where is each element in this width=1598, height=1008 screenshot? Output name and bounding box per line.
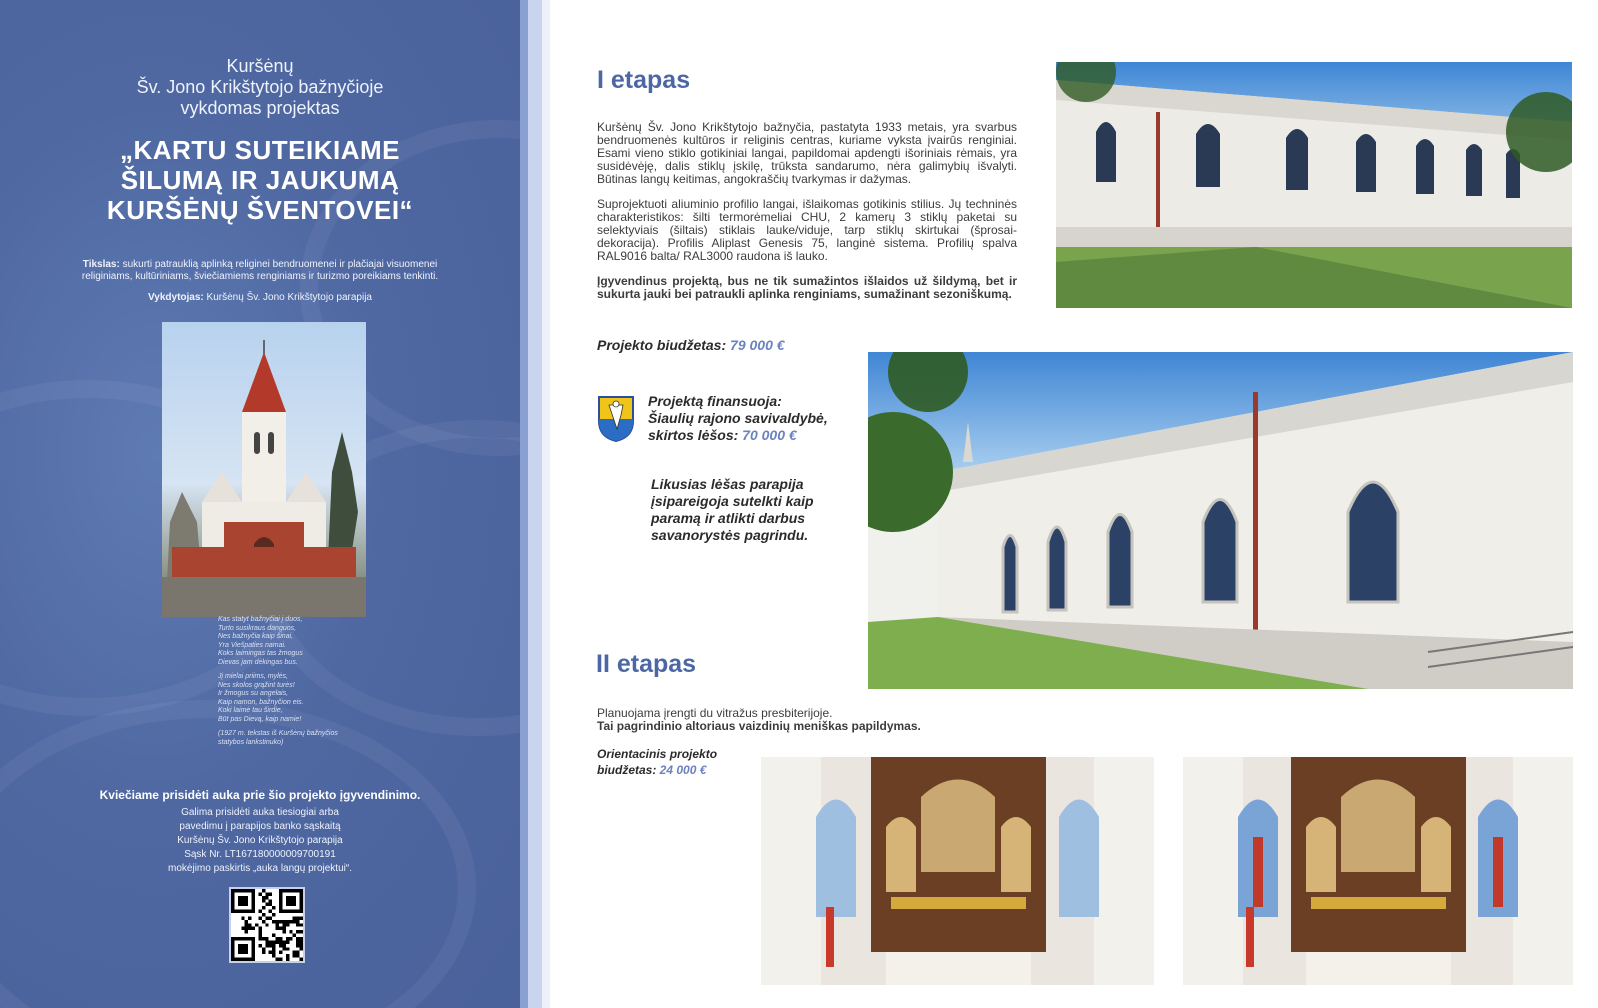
stage2-title: II etapas: [596, 650, 697, 678]
stage1-description: [597, 121, 1017, 313]
divider-stripe: [542, 0, 550, 1008]
poem-line: Jį mielai priims, mylės,: [218, 673, 289, 680]
church-front-photo: [162, 322, 366, 617]
executor-label: Vykdytojas:: [148, 292, 204, 303]
project-executor: [0, 292, 520, 304]
divider-stripe: [528, 0, 542, 1008]
donation-invite: Kviečiame prisidėti auka prie šio projekto įgyvendinimo.: [99, 788, 421, 802]
funder-info: [648, 393, 828, 444]
poem-line: statybos lankstinuko): [218, 738, 284, 746]
stage2-line: Tai pagrindinio altoriaus vaizdinių meniškas papildymas.: [597, 719, 921, 733]
budget-label: Projekto biudžetas:: [597, 337, 727, 353]
project-goal: [0, 259, 520, 283]
bank-details: [0, 806, 520, 876]
budget-label: Orientacinis projekto: [597, 747, 718, 761]
headline-line: KURŠĖNŲ ŠVENTOVEI“: [106, 195, 414, 225]
funder-line: skirtos lėšos:: [648, 427, 739, 443]
poem-line: Koks laimingas tas žmogus: [218, 650, 303, 657]
municipality-coat-of-arms: [597, 395, 635, 443]
remaining-funds-line: savanorystės pagrindu.: [651, 527, 809, 543]
poem-line: Nes bažnyčia kaip šinai,: [218, 633, 294, 640]
intro-line: Kuršėnų: [226, 56, 294, 76]
poem-line: Dievas jam dėkingas bus.: [218, 658, 298, 666]
left-panel: [0, 0, 520, 1008]
executor-text: Kuršėnų Šv. Jono Krikštytojo parapija: [203, 292, 372, 303]
church-side-photo-2: [868, 352, 1573, 689]
funder-line: Projektą finansuoja:: [648, 393, 782, 409]
poem-line: Kaip namon, bažnyčion eis.: [218, 698, 304, 706]
qr-code[interactable]: [229, 887, 305, 963]
headline-line: ŠILUMĄ IR JAUKUMĄ: [120, 165, 400, 195]
stage1-paragraph: Suprojektuoti aliuminio profilio langai, išlaikomas gotikinis stilius. Jų techninės charakteristikos: šilti termorėmeliai CHU, 2 kamerų 3 stiklų paketai su selektyviais (šiltais) stiklais lauke/viduje, tarp stiklų skirtukai (šprosai-dekoracija). Profilis Aliplast Genesis 75, langinė sistema. Profilių spalva RAL9016 balta/ RAL3000 raudona iš lauko.: [597, 197, 1017, 263]
remaining-funds-line: Likusias lėšas parapija: [651, 476, 804, 492]
poem-line: Koki laimė tau širdie,: [218, 707, 283, 714]
poem-source: [218, 730, 398, 747]
goal-text: sukurti patrauklią aplinką religinei bendruomenei ir plačiajai visuomenei religiniams, kultūriniams, šviečiamiems renginiams ir turizmo poreikiams tenkinti.: [81, 259, 439, 282]
poem-line: Turto susikraus danguos,: [218, 624, 297, 632]
bank-line: mokėjimo paskirtis „auka langų projektui“.: [168, 863, 352, 874]
poem-line: (1927 m. tekstas iš Kuršėnų bažnyčios: [218, 730, 338, 737]
bank-line: Sąsk Nr. LT167180000009700191: [184, 849, 336, 860]
poem-line: Būt pas Dievą, kaip namie!: [218, 715, 302, 723]
project-intro: [0, 56, 520, 119]
poem-line: Yra Viešpaties namai.: [218, 641, 286, 649]
altar-photo-1: [761, 757, 1154, 985]
budget-value: 24 000 €: [656, 763, 707, 777]
remaining-funds-note: [651, 476, 814, 544]
church-side-photo-1: [1056, 62, 1572, 308]
poem-line: Nes skolos grąžint turės!: [218, 681, 295, 689]
stage1-paragraph: Kuršėnų Šv. Jono Krikštytojo bažnyčia, pastatyta 1933 metais, yra svarbus bendruomenės kultūros ir religinis centras, kuriame vyksta įvairūs renginiai. Esami vieno stiklo gotikiniai langai, papildomai apdengti išoriniais rėmais, yra susidėvėję, dalis stiklų įskilę, trūksta sandarumo, nėra galimybių išvalyti. Būtinas langų keitimas, angokraščių tvarkymas ir dažymas.: [597, 120, 1017, 186]
bank-line: Galima prisidėti auka tiesiogiai arba: [181, 807, 339, 818]
stage1-budget: [597, 337, 785, 353]
intro-line: vykdomas projektas: [180, 98, 340, 118]
funder-value: 70 000 €: [738, 427, 797, 443]
stage1-paragraph: Įgyvendinus projektą, bus ne tik sumažintos išlaidos už šildymą, bet ir sukurta jauki bei patraukli aplinka renginiams, sumažinant sezoniškumą.: [597, 274, 1017, 301]
remaining-funds-line: įsipareigoja sutelkti kaip: [651, 493, 814, 509]
intro-line: Šv. Jono Krikštytojo bažnyčioje: [136, 77, 384, 97]
remaining-funds-line: paramą ir atlikti darbus: [651, 510, 806, 526]
altar-photo-2: [1183, 757, 1573, 985]
headline-line: „KARTU SUTEIKIAME: [119, 135, 401, 165]
budget-value: 79 000 €: [726, 337, 785, 353]
poem-stanza: [218, 673, 398, 724]
poem-stanza: [218, 616, 398, 667]
stage2-budget: [597, 746, 717, 778]
stage1-title: I etapas: [597, 66, 691, 94]
funder-line: Šiaulių rajono savivaldybė,: [648, 410, 828, 426]
poem-line: Kas statyt bažnyčiai į duos,: [218, 616, 303, 623]
project-headline: [0, 135, 520, 225]
stage2-line: Planuojama įrengti du vitražus presbiterijoje.: [597, 706, 833, 720]
budget-label: biudžetas:: [597, 763, 657, 777]
poem: [218, 616, 398, 753]
divider-stripe: [520, 0, 528, 1008]
stage2-description: [597, 707, 997, 733]
bank-line: Kuršėnų Šv. Jono Krikštytojo parapija: [177, 835, 343, 846]
bank-line: pavedimu į parapijos banko sąskaitą: [179, 821, 341, 832]
poem-line: Ir žmogus su angelais,: [218, 690, 289, 697]
goal-label: Tikslas:: [82, 259, 120, 270]
